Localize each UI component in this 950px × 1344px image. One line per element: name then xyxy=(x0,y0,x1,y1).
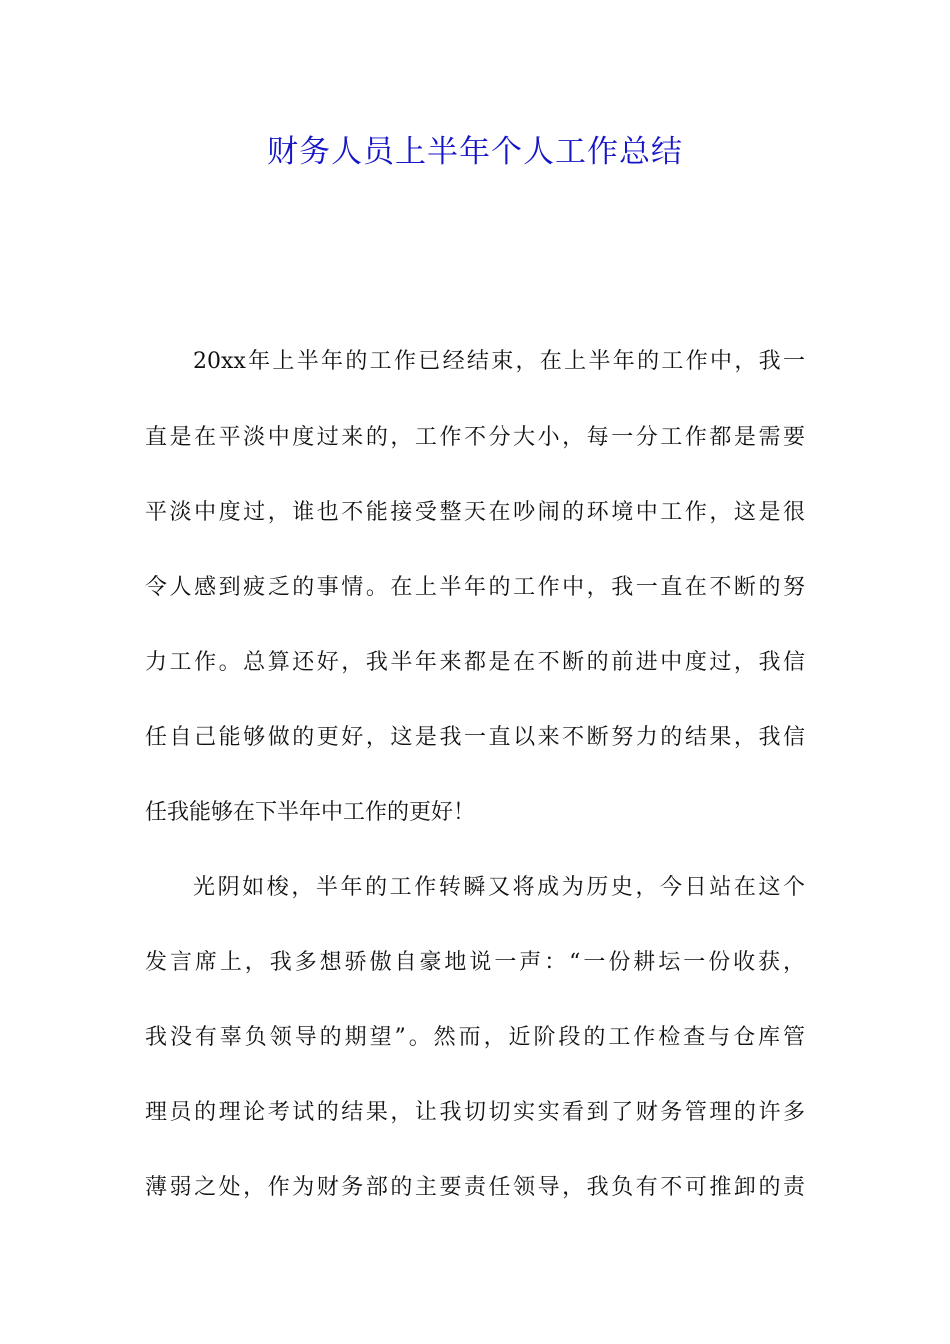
paragraph-1-line-7: 任我能够在下半年中工作的更好！ xyxy=(145,800,476,825)
document-title: 财务人员上半年个人工作总结 xyxy=(267,134,683,170)
paragraph-2-line-4: 理员的理论考试的结果，让我切切实实看到了财务管理的许多 xyxy=(145,1100,805,1125)
paragraph-2-line-1: 光阴如梭，半年的工作转瞬又将成为历史，今日站在这个 xyxy=(193,875,805,900)
paragraph-1-line-1: 20xx年上半年的工作已经结束，在上半年的工作中，我一 xyxy=(193,349,805,374)
paragraph-1-line-2: 直是在平淡中度过来的，工作不分大小，每一分工作都是需要 xyxy=(145,425,805,450)
paragraph-1-line-6: 任自己能够做的更好，这是我一直以来不断努力的结果，我信 xyxy=(145,725,805,750)
paragraph-1-line-5: 力工作。总算还好，我半年来都是在不断的前进中度过，我信 xyxy=(145,650,805,675)
paragraph-1-line-4: 令人感到疲乏的事情。在上半年的工作中，我一直在不断的努 xyxy=(145,575,805,600)
paragraph-1-line-3: 平淡中度过，谁也不能接受整天在吵闹的环境中工作，这是很 xyxy=(145,500,805,525)
paragraph-2-line-2: 发言席上，我多想骄傲自豪地说一声：“一份耕坛一份收获， xyxy=(145,950,805,975)
paragraph-2-line-5: 薄弱之处，作为财务部的主要责任领导，我负有不可推卸的责 xyxy=(145,1175,805,1200)
paragraph-2-line-3: 我没有辜负领导的期望”。然而，近阶段的工作检查与仓库管 xyxy=(145,1025,805,1050)
